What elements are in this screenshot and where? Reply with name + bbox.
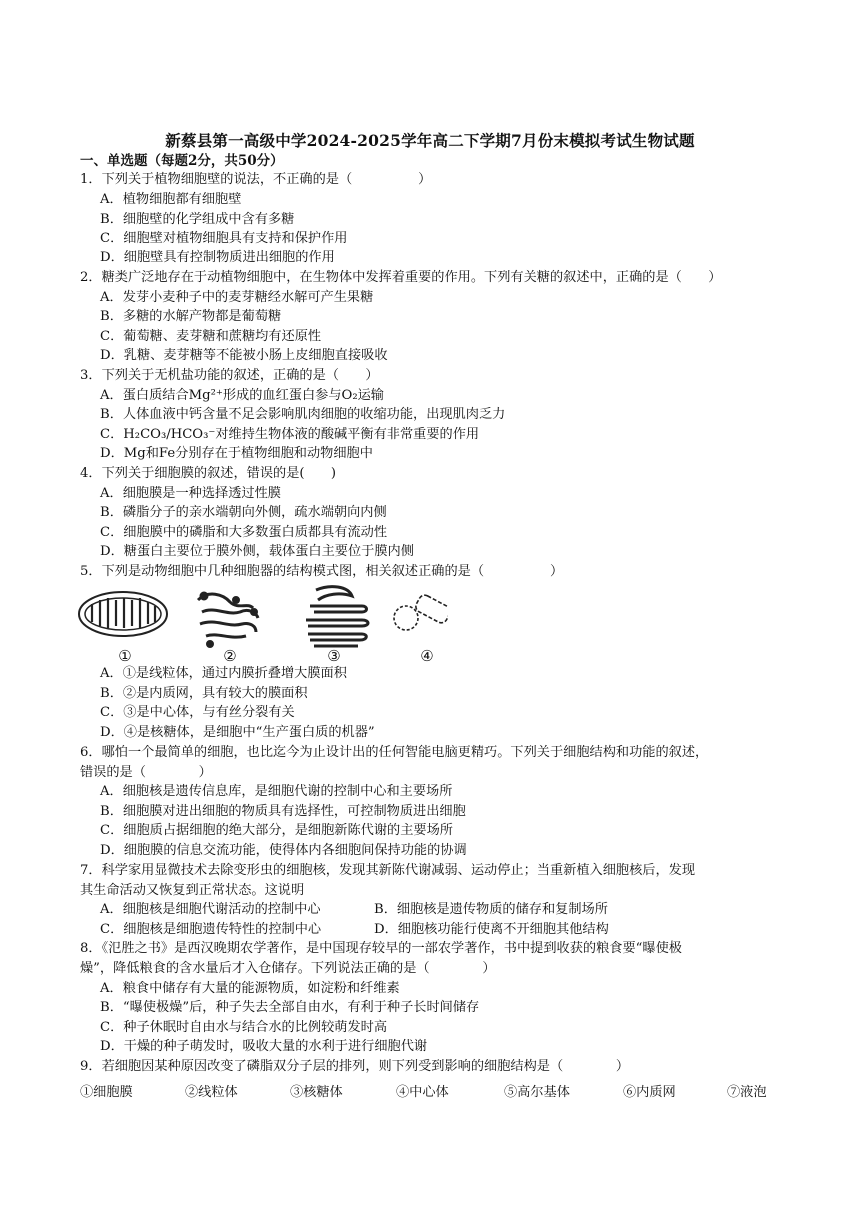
question-3-option-d: D．Mg和Fe分别存在于植物细胞和动物细胞中 <box>100 446 373 461</box>
question-7-option-b: B．细胞核是遗传物质的储存和复制场所 <box>374 902 608 917</box>
question-2-stem: 2．糖类广泛地存在于动植物细胞中，在生物体中发挥着重要的作用。下列有关糖的叙述中，正确的是（ ） <box>80 270 722 285</box>
question-8-option-b: B．“曝使极燥”后，种子失去全部自由水，有利于种子长时间储存 <box>100 1000 480 1015</box>
question-5-option-d: D．④是核糖体，是细胞中“生产蛋白质的机器” <box>100 725 375 740</box>
question-4-stem: 4．下列关于细胞膜的叙述，错误的是( ) <box>80 466 337 481</box>
question-3-option-b: B．人体血液中钙含量不足会影响肌肉细胞的收缩功能，出现肌肉乏力 <box>100 407 506 422</box>
question-8-option-d: D．干燥的种子萌发时，吸收大量的水利于进行细胞代谢 <box>100 1039 428 1054</box>
question-1-stem: 1．下列关于植物细胞壁的说法，不正确的是（ ） <box>80 172 432 187</box>
question-4-option-c: C．细胞膜中的磷脂和大多数蛋白质都具有流动性 <box>100 525 388 540</box>
question-3-stem: 3．下列关于无机盐功能的叙述，正确的是（ ） <box>80 368 379 383</box>
question-1-option-d: D．细胞壁具有控制物质进出细胞的作用 <box>100 250 335 265</box>
question-4-option-d: D．糖蛋白主要位于膜外侧，载体蛋白主要位于膜内侧 <box>100 544 414 559</box>
question-1-option-a: A．植物细胞都有细胞壁 <box>100 192 242 207</box>
question-2-option-d: D．乳糖、麦芽糖等不能被小肠上皮细胞直接吸收 <box>100 348 388 363</box>
question-9-item-6: ⑥内质网 <box>623 1085 676 1100</box>
question-2-option-c: C．葡萄糖、麦芽糖和蔗糖均有还原性 <box>100 329 322 344</box>
section-heading: 一、单选题（每题2分，共50分） <box>80 153 284 169</box>
question-2-option-b: B．多糖的水解产物都是葡萄糖 <box>100 309 282 324</box>
centriole-drawing <box>394 593 448 630</box>
question-7-stem-line-1: 7．科学家用显微技术去除变形虫的细胞核，发现其新陈代谢减弱、运动停止；当重新植入细胞核后，发现 <box>80 863 696 878</box>
question-6-option-a: A．细胞核是遗传信息库，是细胞代谢的控制中心和主要场所 <box>100 784 453 799</box>
organelle-figure <box>78 582 448 664</box>
question-7-option-d: D．细胞核功能行使离不开细胞其他结构 <box>374 922 609 937</box>
page-title: 新蔡县第一高级中学2024-2025学年高二下学期7月份末模拟考试生物试题 <box>165 131 695 150</box>
question-9-item-4: ④中心体 <box>396 1085 449 1100</box>
question-7-option-a: A．细胞核是细胞代谢活动的控制中心 <box>100 902 321 917</box>
golgi-apparatus-drawing <box>306 587 368 646</box>
question-6-option-c: C．细胞质占据细胞的绝大部分，是细胞新陈代谢的主要场所 <box>100 823 453 838</box>
question-6-stem-line-2: 错误的是（ ） <box>80 765 212 780</box>
figure-label-3: ③ <box>327 647 341 664</box>
question-7-stem-line-2: 其生命活动又恢复到正常状态。这说明 <box>80 883 305 898</box>
question-8-option-c: C．种子休眠时自由水与结合水的比例较萌发时高 <box>100 1020 388 1035</box>
endoplasmic-reticulum-drawing <box>198 593 258 647</box>
question-4-option-b: B．磷脂分子的亲水端朝向外侧，疏水端朝向内侧 <box>100 505 387 520</box>
mitochondrion-drawing <box>79 592 167 636</box>
question-3-option-c: C．H₂CO₃/HCO₃⁻对维持生物体液的酸碱平衡有非常重要的作用 <box>100 427 480 442</box>
figure-label-1: ① <box>118 647 132 664</box>
question-5-stem: 5．下列是动物细胞中几种细胞器的结构模式图，相关叙述正确的是（ ） <box>80 564 564 579</box>
question-5-option-c: C．③是中心体，与有丝分裂有关 <box>100 705 295 720</box>
question-5-option-a: A．①是线粒体，通过内膜折叠增大膜面积 <box>100 666 347 681</box>
question-5-option-b: B．②是内质网，具有较大的膜面积 <box>100 686 308 701</box>
question-8-stem-line-1: 8．《氾胜之书》是西汉晚期农学著作，是中国现存较早的一部农学著作，书中提到收获的粮食要“曝使极 <box>80 941 682 956</box>
question-6-stem-line-1: 6．哪怕一个最简单的细胞，也比迄今为止设计出的任何智能电脑更精巧。下列关于细胞结构和功能的叙述， <box>80 745 709 760</box>
question-9-item-7: ⑦液泡 <box>727 1085 767 1100</box>
question-8-option-a: A．粮食中储存有大量的能源物质，如淀粉和纤维素 <box>100 981 400 996</box>
question-7-option-c: C．细胞核是细胞遗传特性的控制中心 <box>100 922 322 937</box>
question-9-item-5: ⑤高尔基体 <box>504 1085 570 1100</box>
question-1-option-b: B．细胞壁的化学组成中含有多糖 <box>100 212 295 227</box>
figure-label-2: ② <box>223 647 237 664</box>
question-2-option-a: A．发芽小麦种子中的麦芽糖经水解可产生果糖 <box>100 290 374 305</box>
question-6-option-d: D．细胞膜的信息交流功能，使得体内各细胞间保持功能的协调 <box>100 843 467 858</box>
question-9-item-2: ②线粒体 <box>185 1085 238 1100</box>
question-9-item-1: ①细胞膜 <box>80 1085 133 1100</box>
question-6-option-b: B．细胞膜对进出细胞的物质具有选择性，可控制物质进出细胞 <box>100 804 466 819</box>
question-1-option-c: C．细胞壁对植物细胞具有支持和保护作用 <box>100 231 348 246</box>
figure-label-4: ④ <box>420 647 434 664</box>
question-8-stem-line-2: 燥”，降低粮食的含水量后才入仓储存。下列说法正确的是（ ） <box>80 961 496 976</box>
question-3-option-a: A．蛋白质结合Mg²⁺形成的血红蛋白参与O₂运输 <box>100 388 384 403</box>
question-4-option-a: A．细胞膜是一种选择透过性膜 <box>100 486 281 501</box>
question-9-stem: 9．若细胞因某种原因改变了磷脂双分子层的排列，则下列受到影响的细胞结构是（ ） <box>80 1059 630 1074</box>
question-9-item-3: ③核糖体 <box>290 1085 343 1100</box>
